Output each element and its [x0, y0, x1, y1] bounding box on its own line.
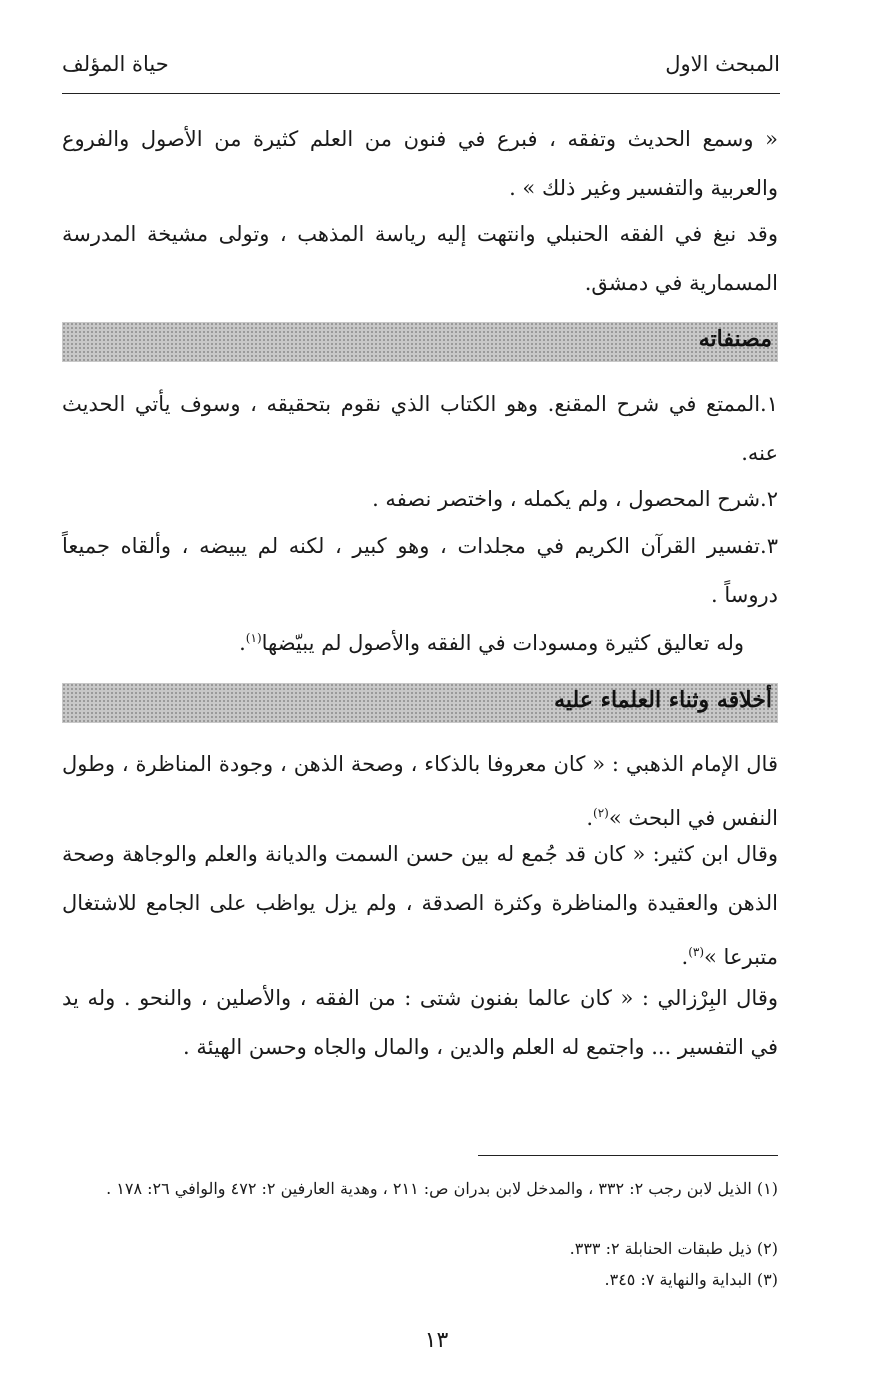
- chapter-title: المبحث الاول: [665, 52, 780, 76]
- quote-ibn-kathir: [62, 830, 778, 982]
- footnote-divider: [478, 1155, 778, 1156]
- footnote-2: (٢) ذيل طبقات الحنابلة ٢: ٣٣٣.: [569, 1239, 778, 1258]
- header-divider: [62, 93, 780, 94]
- quote-dhahabi-text: قال الإمام الذهبي : « كان معروفا بالذكاء ، وصحة الذهن ، وجودة المناظرة ، وطول النفس في البحث »: [62, 752, 778, 830]
- works-heading: مصنفاته: [698, 326, 772, 352]
- morals-heading: أخلاقه وثناء العلماء عليه: [554, 687, 772, 713]
- footnote-ref-2[interactable]: (٢): [593, 806, 609, 820]
- running-header: [62, 52, 780, 92]
- works-note: [62, 614, 778, 668]
- quote-ibn-kathir-text: وقال ابن كثير: « كان قد جُمع له بين حسن السمت والديانة والعلم والوجاهة وصحة الذهن والعقيدة والمناظرة وكثرة الصدقة ، ولم يزل يواظب على الجامع للاشتغال متبرعا »: [62, 842, 778, 969]
- works-note-end: .: [239, 631, 246, 655]
- quote-dhahabi: [62, 740, 778, 843]
- page-number: ١٣: [424, 1328, 449, 1353]
- footnote-ref-1[interactable]: (١): [245, 631, 262, 645]
- works-item-2: ٢.شرح المحصول ، ولم يكمله ، واختصر نصفه .: [372, 487, 778, 511]
- works-note-text: وله تعاليق كثيرة ومسودات في الفقه والأصول لم يبيّضها: [261, 631, 744, 655]
- intro-paragraph-2: وقد نبغ في الفقه الحنبلي وانتهت إليه رياسة المذهب ، وتولى مشيخة المدرسة المسمارية في دمشق.: [62, 222, 778, 295]
- works-item-3: ٣.تفسير القرآن الكريم في مجلدات ، وهو كبير ، لكنه لم يبيضه ، وألقاه جميعاً دروساً .: [62, 534, 778, 607]
- works-item-1: ١.الممتع في شرح المقنع. وهو الكتاب الذي نقوم بتحقيقه ، وسوف يأتي الحديث عنه.: [62, 392, 778, 465]
- quote-ibn-kathir-end: .: [681, 945, 689, 969]
- intro-paragraph-1: « وسمع الحديث وتفقه ، فبرع في فنون من العلم كثيرة من الأصول والفروع والعربية والتفسير وغير ذلك » .: [62, 127, 778, 200]
- quote-dhahabi-end: .: [586, 806, 594, 830]
- section-title: حياة المؤلف: [62, 52, 169, 76]
- quote-birzali: وقال البِرْزالي : « كان عالما بفنون شتى : من الفقه ، والأصلين ، والنحو . وله يد في التفسير ... واجتمع له العلم والدين ، والمال والجاه وحسن الهيئة .: [62, 986, 778, 1059]
- footnote-ref-3[interactable]: (٣): [688, 945, 705, 959]
- footnote-3: (٣) البداية والنهاية ٧: ٣٤٥.: [604, 1270, 778, 1289]
- footnote-1: (١) الذيل لابن رجب ٢: ٣٣٢ ، والمدخل لابن بدران ص: ٢١١ ، وهدية العارفين ٢: ٤٧٢ والوافي ٢٦: ١٧٨ .: [106, 1179, 778, 1198]
- section-heading-band-works: [62, 322, 778, 362]
- section-heading-band-morals: [62, 683, 778, 723]
